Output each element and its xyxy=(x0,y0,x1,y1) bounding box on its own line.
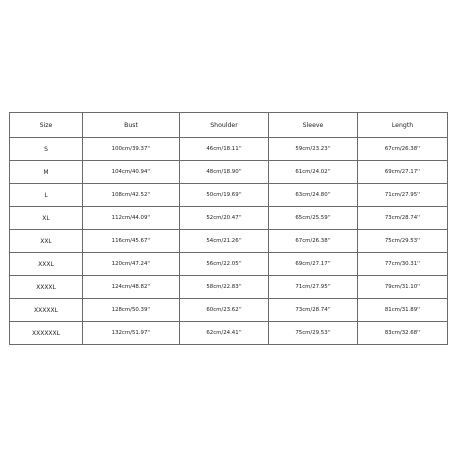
bust-cell: 100cm/39.37'' xyxy=(83,138,180,161)
sleeve-cell: 67cm/26.38'' xyxy=(269,230,358,253)
shoulder-cell: 58cm/22.83'' xyxy=(180,276,269,299)
shoulder-cell: 52cm/20.47'' xyxy=(180,207,269,230)
shoulder-cell: 48cm/18.90'' xyxy=(180,161,269,184)
length-cell: 67cm/26.38'' xyxy=(358,138,448,161)
sleeve-cell: 73cm/28.74'' xyxy=(269,299,358,322)
size-cell: XXXXXXL xyxy=(10,322,83,345)
bust-cell: 108cm/42.52'' xyxy=(83,184,180,207)
sleeve-cell: 65cm/25.59'' xyxy=(269,207,358,230)
bust-cell: 124cm/48.82'' xyxy=(83,276,180,299)
size-cell: XXXXXL xyxy=(10,299,83,322)
length-cell: 81cm/31.89'' xyxy=(358,299,448,322)
table-row xyxy=(10,138,448,161)
length-cell: 73cm/28.74'' xyxy=(358,207,448,230)
size-cell: L xyxy=(10,184,83,207)
length-cell: 79cm/31.10'' xyxy=(358,276,448,299)
shoulder-cell: 46cm/18.11'' xyxy=(180,138,269,161)
bust-cell: 128cm/50.39'' xyxy=(83,299,180,322)
size-cell: M xyxy=(10,161,83,184)
length-cell: 69cm/27.17'' xyxy=(358,161,448,184)
shoulder-cell: 60cm/23.62'' xyxy=(180,299,269,322)
shoulder-cell: 62cm/24.41'' xyxy=(180,322,269,345)
sleeve-cell: 69cm/27.17'' xyxy=(269,253,358,276)
size-cell: XXXXL xyxy=(10,276,83,299)
length-cell: 71cm/27.95'' xyxy=(358,184,448,207)
table-row xyxy=(10,322,448,345)
bust-cell: 132cm/51.97'' xyxy=(83,322,180,345)
length-cell: 83cm/32.68'' xyxy=(358,322,448,345)
table-row xyxy=(10,253,448,276)
size-cell: XXXL xyxy=(10,253,83,276)
header-length: Length xyxy=(358,113,448,138)
table-row xyxy=(10,276,448,299)
sleeve-cell: 71cm/27.95'' xyxy=(269,276,358,299)
size-cell: XL xyxy=(10,207,83,230)
table-row xyxy=(10,161,448,184)
size-cell: XXL xyxy=(10,230,83,253)
size-cell: S xyxy=(10,138,83,161)
bust-cell: 112cm/44.09'' xyxy=(83,207,180,230)
sleeve-cell: 61cm/24.02'' xyxy=(269,161,358,184)
header-sleeve: Sleeve xyxy=(269,113,358,138)
table-row xyxy=(10,184,448,207)
sleeve-cell: 59cm/23.23'' xyxy=(269,138,358,161)
table-row xyxy=(10,230,448,253)
length-cell: 77cm/30.31'' xyxy=(358,253,448,276)
bust-cell: 104cm/40.94'' xyxy=(83,161,180,184)
bust-cell: 116cm/45.67'' xyxy=(83,230,180,253)
size-chart-table xyxy=(9,112,448,345)
header-size: Size xyxy=(10,113,83,138)
shoulder-cell: 56cm/22.05'' xyxy=(180,253,269,276)
header-shoulder: Shoulder xyxy=(180,113,269,138)
sleeve-cell: 75cm/29.53'' xyxy=(269,322,358,345)
table-row xyxy=(10,299,448,322)
shoulder-cell: 50cm/19.69'' xyxy=(180,184,269,207)
table-row xyxy=(10,207,448,230)
length-cell: 75cm/29.53'' xyxy=(358,230,448,253)
shoulder-cell: 54cm/21.26'' xyxy=(180,230,269,253)
header-row xyxy=(10,113,448,138)
bust-cell: 120cm/47.24'' xyxy=(83,253,180,276)
header-bust: Bust xyxy=(83,113,180,138)
sleeve-cell: 63cm/24.80'' xyxy=(269,184,358,207)
